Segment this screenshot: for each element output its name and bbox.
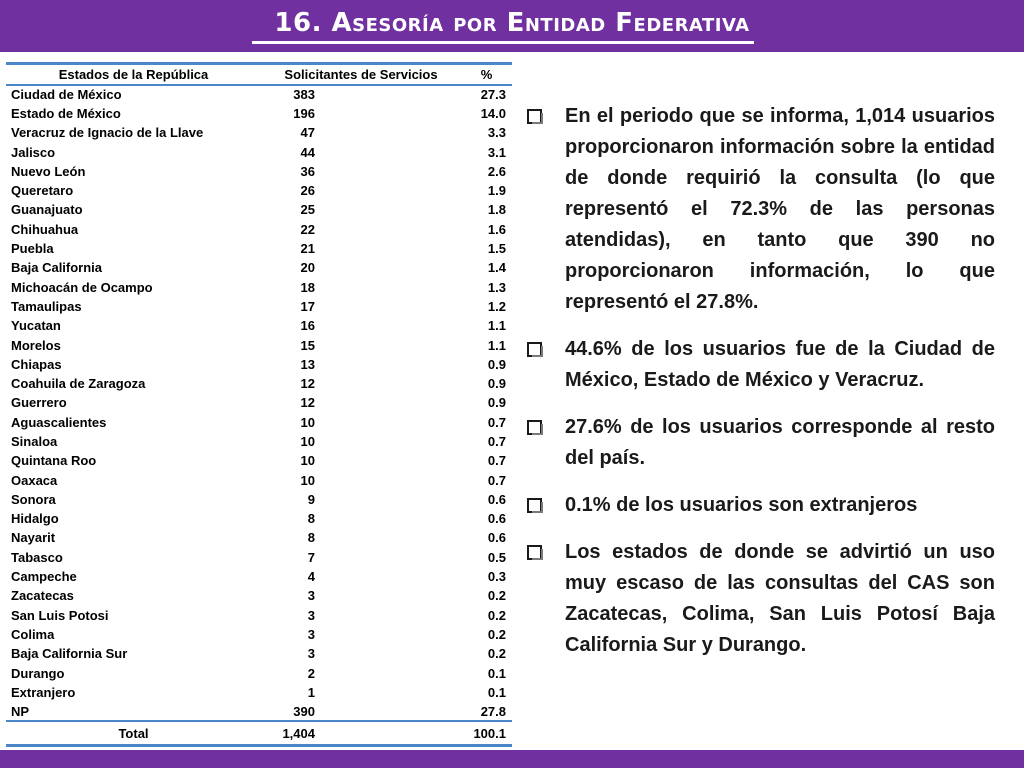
percent-cell: 27.3 bbox=[480, 87, 506, 103]
state-cell: Zacatecas bbox=[11, 588, 74, 604]
count-cell: 16 bbox=[300, 318, 315, 334]
count-cell: 1 bbox=[307, 684, 315, 700]
count-cell: 20 bbox=[300, 260, 315, 276]
count-cell: 26 bbox=[300, 183, 315, 199]
state-cell: Queretaro bbox=[11, 183, 74, 199]
state-cell: Nayarit bbox=[11, 530, 56, 546]
percent-cell: 2.6 bbox=[487, 163, 506, 179]
table-row bbox=[6, 413, 512, 432]
count-cell: 22 bbox=[300, 221, 315, 237]
table-row bbox=[6, 606, 512, 625]
checkbox-bullet-icon bbox=[527, 545, 542, 560]
percent-cell: 1.5 bbox=[487, 241, 506, 257]
table-row bbox=[6, 220, 512, 239]
percent-cell: 1.1 bbox=[487, 337, 506, 353]
count-cell: 18 bbox=[300, 279, 315, 295]
checkbox-bullet-icon bbox=[527, 420, 542, 435]
table-row bbox=[6, 548, 512, 567]
table-row bbox=[6, 162, 512, 181]
count-cell: 44 bbox=[300, 144, 315, 160]
count-cell: 3 bbox=[307, 626, 315, 642]
percent-cell: 0.7 bbox=[487, 414, 506, 430]
percent-cell: 0.9 bbox=[487, 376, 506, 392]
slide-title: 16. Asesoría por Entidad Federativa bbox=[0, 8, 1024, 38]
table-row bbox=[6, 142, 512, 161]
table-row bbox=[6, 355, 512, 374]
percent-cell: 1.8 bbox=[487, 202, 506, 218]
count-cell: 36 bbox=[300, 163, 315, 179]
percent-cell: 0.2 bbox=[487, 626, 506, 642]
state-cell: San Luis Potosi bbox=[11, 607, 109, 623]
table-row bbox=[6, 297, 512, 316]
table-row bbox=[6, 374, 512, 393]
state-cell: Baja California Sur bbox=[11, 646, 128, 662]
header-applicants: Solicitantes de Servicios bbox=[261, 64, 461, 85]
table-row bbox=[6, 509, 512, 528]
state-cell: NP bbox=[11, 703, 30, 719]
percent-cell: 0.1 bbox=[487, 665, 506, 681]
percent-cell: 0.7 bbox=[487, 453, 506, 469]
bullet-text: 0.1% de los usuarios son extranjeros bbox=[565, 494, 918, 516]
table-row bbox=[6, 432, 512, 451]
state-cell: Tamaulipas bbox=[11, 298, 82, 314]
bullet-list bbox=[525, 101, 995, 677]
percent-cell: 0.7 bbox=[487, 472, 506, 488]
table-row bbox=[6, 335, 512, 354]
count-cell: 390 bbox=[293, 703, 315, 719]
state-cell: Sinaloa bbox=[11, 433, 58, 449]
state-cell: Campeche bbox=[11, 569, 77, 585]
count-cell: 47 bbox=[300, 125, 315, 141]
table-row bbox=[6, 702, 512, 721]
table-row bbox=[6, 181, 512, 200]
table-row bbox=[6, 258, 512, 277]
percent-cell: 1.6 bbox=[487, 221, 506, 237]
state-cell: Veracruz de Ignacio de la Llave bbox=[11, 125, 204, 141]
count-cell: 383 bbox=[293, 87, 315, 103]
count-cell: 12 bbox=[300, 395, 315, 411]
percent-cell: 0.3 bbox=[487, 569, 506, 585]
state-cell: Jalisco bbox=[11, 144, 56, 160]
state-cell: Sonora bbox=[11, 491, 56, 507]
percent-cell: 0.6 bbox=[487, 491, 506, 507]
count-cell: 7 bbox=[307, 549, 315, 565]
state-cell: Extranjero bbox=[11, 684, 76, 700]
header-states: Estados de la República bbox=[6, 64, 261, 85]
percent-cell: 0.1 bbox=[487, 684, 506, 700]
percent-cell: 3.3 bbox=[487, 125, 506, 141]
table-row bbox=[6, 625, 512, 644]
table-row bbox=[6, 567, 512, 586]
checkbox-bullet-icon bbox=[527, 109, 542, 124]
checkbox-bullet-icon bbox=[527, 498, 542, 513]
bullet-item bbox=[525, 101, 995, 318]
count-cell: 10 bbox=[300, 453, 315, 469]
percent-cell: 0.2 bbox=[487, 588, 506, 604]
count-cell: 12 bbox=[300, 376, 315, 392]
count-cell: 3 bbox=[307, 646, 315, 662]
state-cell: Ciudad de México bbox=[11, 87, 122, 103]
state-cell: Hidalgo bbox=[11, 511, 59, 527]
state-cell: Tabasco bbox=[11, 549, 63, 565]
bullet-text: En el periodo que se informa, 1,014 usuarios proporcionaron información sobre la entidad de donde requirió la consulta (lo que representó el 72.3% de las personas atendidas), en tanto que 390 no proporcionaron información, lo que representó el 27.8%. bbox=[565, 105, 995, 313]
bullet-text: 27.6% de los usuarios corresponde al resto del país. bbox=[565, 416, 995, 469]
state-cell: Morelos bbox=[11, 337, 61, 353]
bullet-item bbox=[525, 334, 995, 396]
state-cell: Yucatan bbox=[11, 318, 61, 334]
bullet-text: 44.6% de los usuarios fue de la Ciudad de México, Estado de México y Veracruz. bbox=[565, 338, 995, 391]
count-cell: 25 bbox=[300, 202, 315, 218]
table-row bbox=[6, 200, 512, 219]
footer-bar bbox=[0, 750, 1024, 768]
total-row bbox=[6, 721, 512, 745]
table-row bbox=[6, 586, 512, 605]
table-row bbox=[6, 104, 512, 123]
percent-cell: 0.9 bbox=[487, 356, 506, 372]
percent-cell: 0.6 bbox=[487, 530, 506, 546]
state-cell: Baja California bbox=[11, 260, 103, 276]
count-cell: 21 bbox=[300, 241, 315, 257]
table-header-row bbox=[6, 64, 512, 85]
table-row bbox=[6, 528, 512, 547]
count-cell: 9 bbox=[307, 491, 315, 507]
percent-cell: 1.1 bbox=[487, 318, 506, 334]
table-row bbox=[6, 123, 512, 142]
count-cell: 13 bbox=[300, 356, 315, 372]
checkbox-bullet-icon bbox=[527, 342, 542, 357]
count-cell: 10 bbox=[300, 414, 315, 430]
states-table bbox=[6, 62, 512, 747]
state-cell: Chiapas bbox=[11, 356, 62, 372]
percent-cell: 1.3 bbox=[487, 279, 506, 295]
state-cell: Chihuahua bbox=[11, 221, 79, 237]
total-label: Total bbox=[6, 721, 261, 745]
state-cell: Coahuila de Zaragoza bbox=[11, 376, 146, 392]
state-cell: Michoacán de Ocampo bbox=[11, 279, 153, 295]
table-row bbox=[6, 490, 512, 509]
percent-cell: 27.8 bbox=[480, 703, 506, 719]
percent-cell: 14.0 bbox=[480, 105, 506, 121]
table-row bbox=[6, 451, 512, 470]
header-percent: % bbox=[461, 64, 512, 85]
state-cell: Guerrero bbox=[11, 395, 67, 411]
state-cell: Puebla bbox=[11, 241, 54, 257]
table-row bbox=[6, 277, 512, 296]
table-row bbox=[6, 663, 512, 682]
table-row bbox=[6, 683, 512, 702]
table-row bbox=[6, 316, 512, 335]
count-cell: 10 bbox=[300, 433, 315, 449]
percent-cell: 1.4 bbox=[487, 260, 506, 276]
percent-cell: 0.2 bbox=[487, 646, 506, 662]
count-cell: 8 bbox=[307, 530, 315, 546]
percent-cell: 0.7 bbox=[487, 433, 506, 449]
percent-cell: 0.2 bbox=[487, 607, 506, 623]
count-cell: 17 bbox=[300, 298, 315, 314]
state-cell: Nuevo León bbox=[11, 163, 86, 179]
count-cell: 196 bbox=[293, 105, 315, 121]
count-cell: 4 bbox=[307, 569, 315, 585]
count-cell: 8 bbox=[307, 511, 315, 527]
percent-cell: 0.9 bbox=[487, 395, 506, 411]
total-count: 1,404 bbox=[261, 721, 461, 745]
bullet-item bbox=[525, 490, 995, 521]
bullet-item bbox=[525, 412, 995, 474]
total-percent: 100.1 bbox=[461, 721, 512, 745]
count-cell: 3 bbox=[307, 588, 315, 604]
bullet-item bbox=[525, 537, 995, 661]
count-cell: 15 bbox=[300, 337, 315, 353]
percent-cell: 0.5 bbox=[487, 549, 506, 565]
table-body bbox=[6, 85, 512, 722]
state-cell: Quintana Roo bbox=[11, 453, 97, 469]
percent-cell: 1.2 bbox=[487, 298, 506, 314]
percent-cell: 0.6 bbox=[487, 511, 506, 527]
table-row bbox=[6, 644, 512, 663]
state-cell: Aguascalientes bbox=[11, 414, 107, 430]
state-cell: Oaxaca bbox=[11, 472, 58, 488]
state-cell: Guanajuato bbox=[11, 202, 83, 218]
state-cell: Estado de México bbox=[11, 105, 121, 121]
state-cell: Colima bbox=[11, 626, 55, 642]
count-cell: 3 bbox=[307, 607, 315, 623]
table-row bbox=[6, 85, 512, 104]
state-cell: Durango bbox=[11, 665, 65, 681]
bullet-text: Los estados de donde se advirtió un uso muy escaso de las consultas del CAS son Zacatecas, Colima, San Luis Potosí Baja California Sur y Durango. bbox=[565, 541, 995, 656]
table-row bbox=[6, 393, 512, 412]
count-cell: 2 bbox=[307, 665, 315, 681]
count-cell: 10 bbox=[300, 472, 315, 488]
percent-cell: 1.9 bbox=[487, 183, 506, 199]
percent-cell: 3.1 bbox=[487, 144, 506, 160]
table-row bbox=[6, 470, 512, 489]
table-row bbox=[6, 239, 512, 258]
